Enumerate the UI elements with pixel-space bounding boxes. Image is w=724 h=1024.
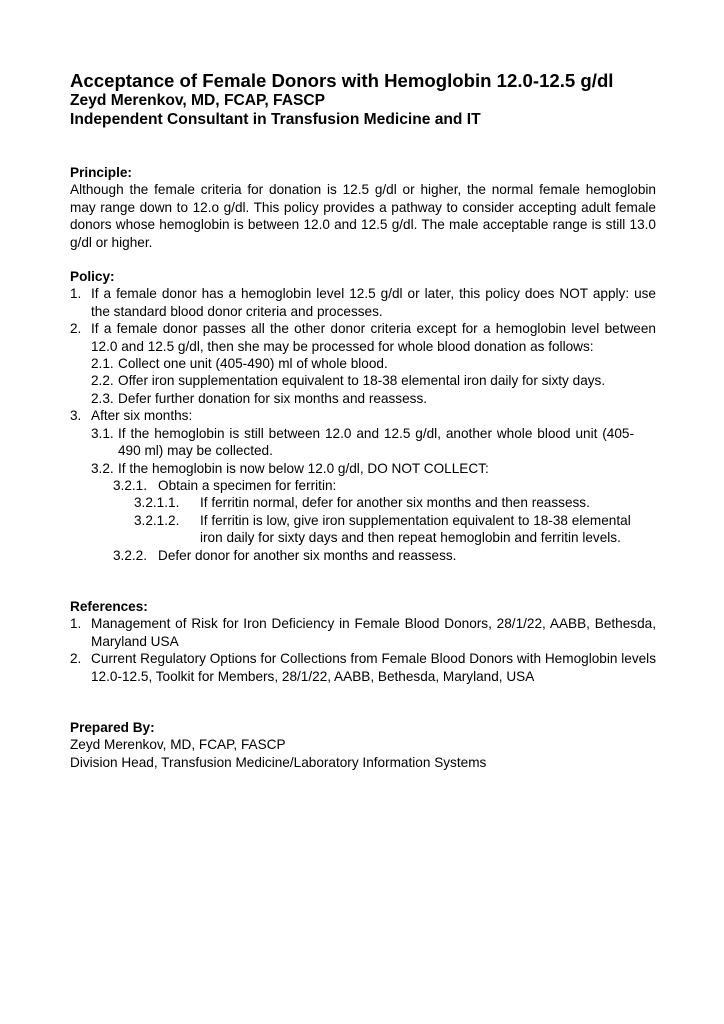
policy-item-2-1: [70, 355, 656, 372]
item-text: If ferritin normal, defer for another six months and then reassess.: [200, 495, 590, 511]
item-text: Defer further donation for six months and reassess.: [118, 390, 428, 406]
item-text: If ferritin is low, give iron supplementation equivalent to 18-38 elemental iron daily for sixty days and then repeat hemoglobin and ferritin levels.: [200, 512, 631, 546]
item-number: 2.: [70, 321, 82, 337]
policy-item-2-3: [70, 390, 656, 407]
references-heading: References:: [70, 598, 148, 614]
item-number: 3.1.: [91, 425, 114, 441]
policy-item-3-1: [70, 425, 656, 460]
document-title: Acceptance of Female Donors with Hemoglobin 12.0-12.5 g/dl: [70, 70, 614, 91]
policy-item-1: [70, 285, 656, 320]
item-text: If a female donor passes all the other donor criteria except for a hemoglobin level between 12.0 and 12.5 g/dl, then she may be processed for whole blood donation as follows:: [91, 321, 656, 354]
document-page: [70, 70, 656, 771]
item-number: 2.1.: [91, 356, 114, 372]
principle-heading: Principle:: [70, 165, 132, 180]
affiliation-line: Independent Consultant in Transfusion Medicine and IT: [70, 111, 481, 128]
reference-item-1: [70, 615, 656, 650]
policy-item-3-2-1-1: [70, 494, 656, 511]
item-text: Offer iron supplementation equivalent to 18-38 elemental iron daily for sixty days.: [118, 373, 606, 389]
item-text: Management of Risk for Iron Deficiency in Female Blood Donors, 28/1/22, AABB, Bethesda, Maryland USA: [91, 616, 656, 649]
reference-item-2: [70, 650, 656, 685]
item-text: Defer donor for another six months and reassess.: [158, 547, 457, 563]
item-text: If the hemoglobin is now below 12.0 g/dl, DO NOT COLLECT:: [118, 460, 489, 476]
principle-text: Although the female criteria for donation is 12.5 g/dl or higher, the normal female hemoglobin may range down to 12.o g/dl. This policy provides a pathway to consider accepting adult female donors whose hemoglobin is between 12.0 and 12.5 g/dl. The male acceptable range is still 13.0 g/dl or higher.: [70, 182, 656, 250]
item-number: 3.2.2.: [113, 547, 148, 563]
author-line: Zeyd Merenkov, MD, FCAP, FASCP: [70, 92, 326, 109]
policy-item-2: [70, 320, 656, 355]
principle-section: [70, 164, 656, 251]
policy-item-3-2: [70, 460, 656, 477]
policy-item-3: [70, 407, 656, 424]
policy-item-3-2-2: [70, 547, 656, 564]
policy-section: [70, 268, 656, 564]
item-number: 3.2.1.: [113, 477, 148, 493]
item-text: If a female donor has a hemoglobin level 12.5 g/dl or later, this policy does NOT apply: use the standard blood donor criteria and processes.: [91, 286, 656, 319]
item-number: 3.: [70, 408, 82, 424]
item-number: 1.: [70, 616, 82, 632]
item-number: 3.2.: [91, 460, 114, 476]
policy-item-2-2: [70, 372, 656, 389]
preparer-name: Zeyd Merenkov, MD, FCAP, FASCP: [70, 737, 286, 753]
item-number: 1.: [70, 286, 82, 302]
references-section: [70, 598, 656, 685]
item-text: Obtain a specimen for ferritin:: [158, 477, 337, 493]
policy-item-3-2-1-2: [70, 512, 656, 547]
item-text: If the hemoglobin is still between 12.0 and 12.5 g/dl, another whole blood unit (405-490 ml) may be collected.: [118, 425, 634, 459]
prepared-by-heading: Prepared By:: [70, 719, 155, 735]
item-number: 3.2.1.1.: [134, 495, 180, 511]
item-number: 2.3.: [91, 390, 114, 406]
item-number: 3.2.1.2.: [134, 512, 180, 528]
item-number: 2.: [70, 651, 82, 667]
item-text: After six months:: [91, 408, 193, 424]
item-number: 2.2.: [91, 373, 114, 389]
policy-item-3-2-1: [70, 477, 656, 494]
item-text: Collect one unit (405-490) ml of whole blood.: [118, 356, 388, 372]
policy-heading: Policy:: [70, 269, 115, 285]
preparer-title: Division Head, Transfusion Medicine/Laboratory Information Systems: [70, 754, 487, 770]
prepared-by-section: [70, 719, 656, 771]
item-text: Current Regulatory Options for Collections from Female Blood Donors with Hemoglobin levels 12.0-12.5, Toolkit for Members, 28/1/22, AABB, Bethesda, Maryland, USA: [91, 651, 656, 684]
